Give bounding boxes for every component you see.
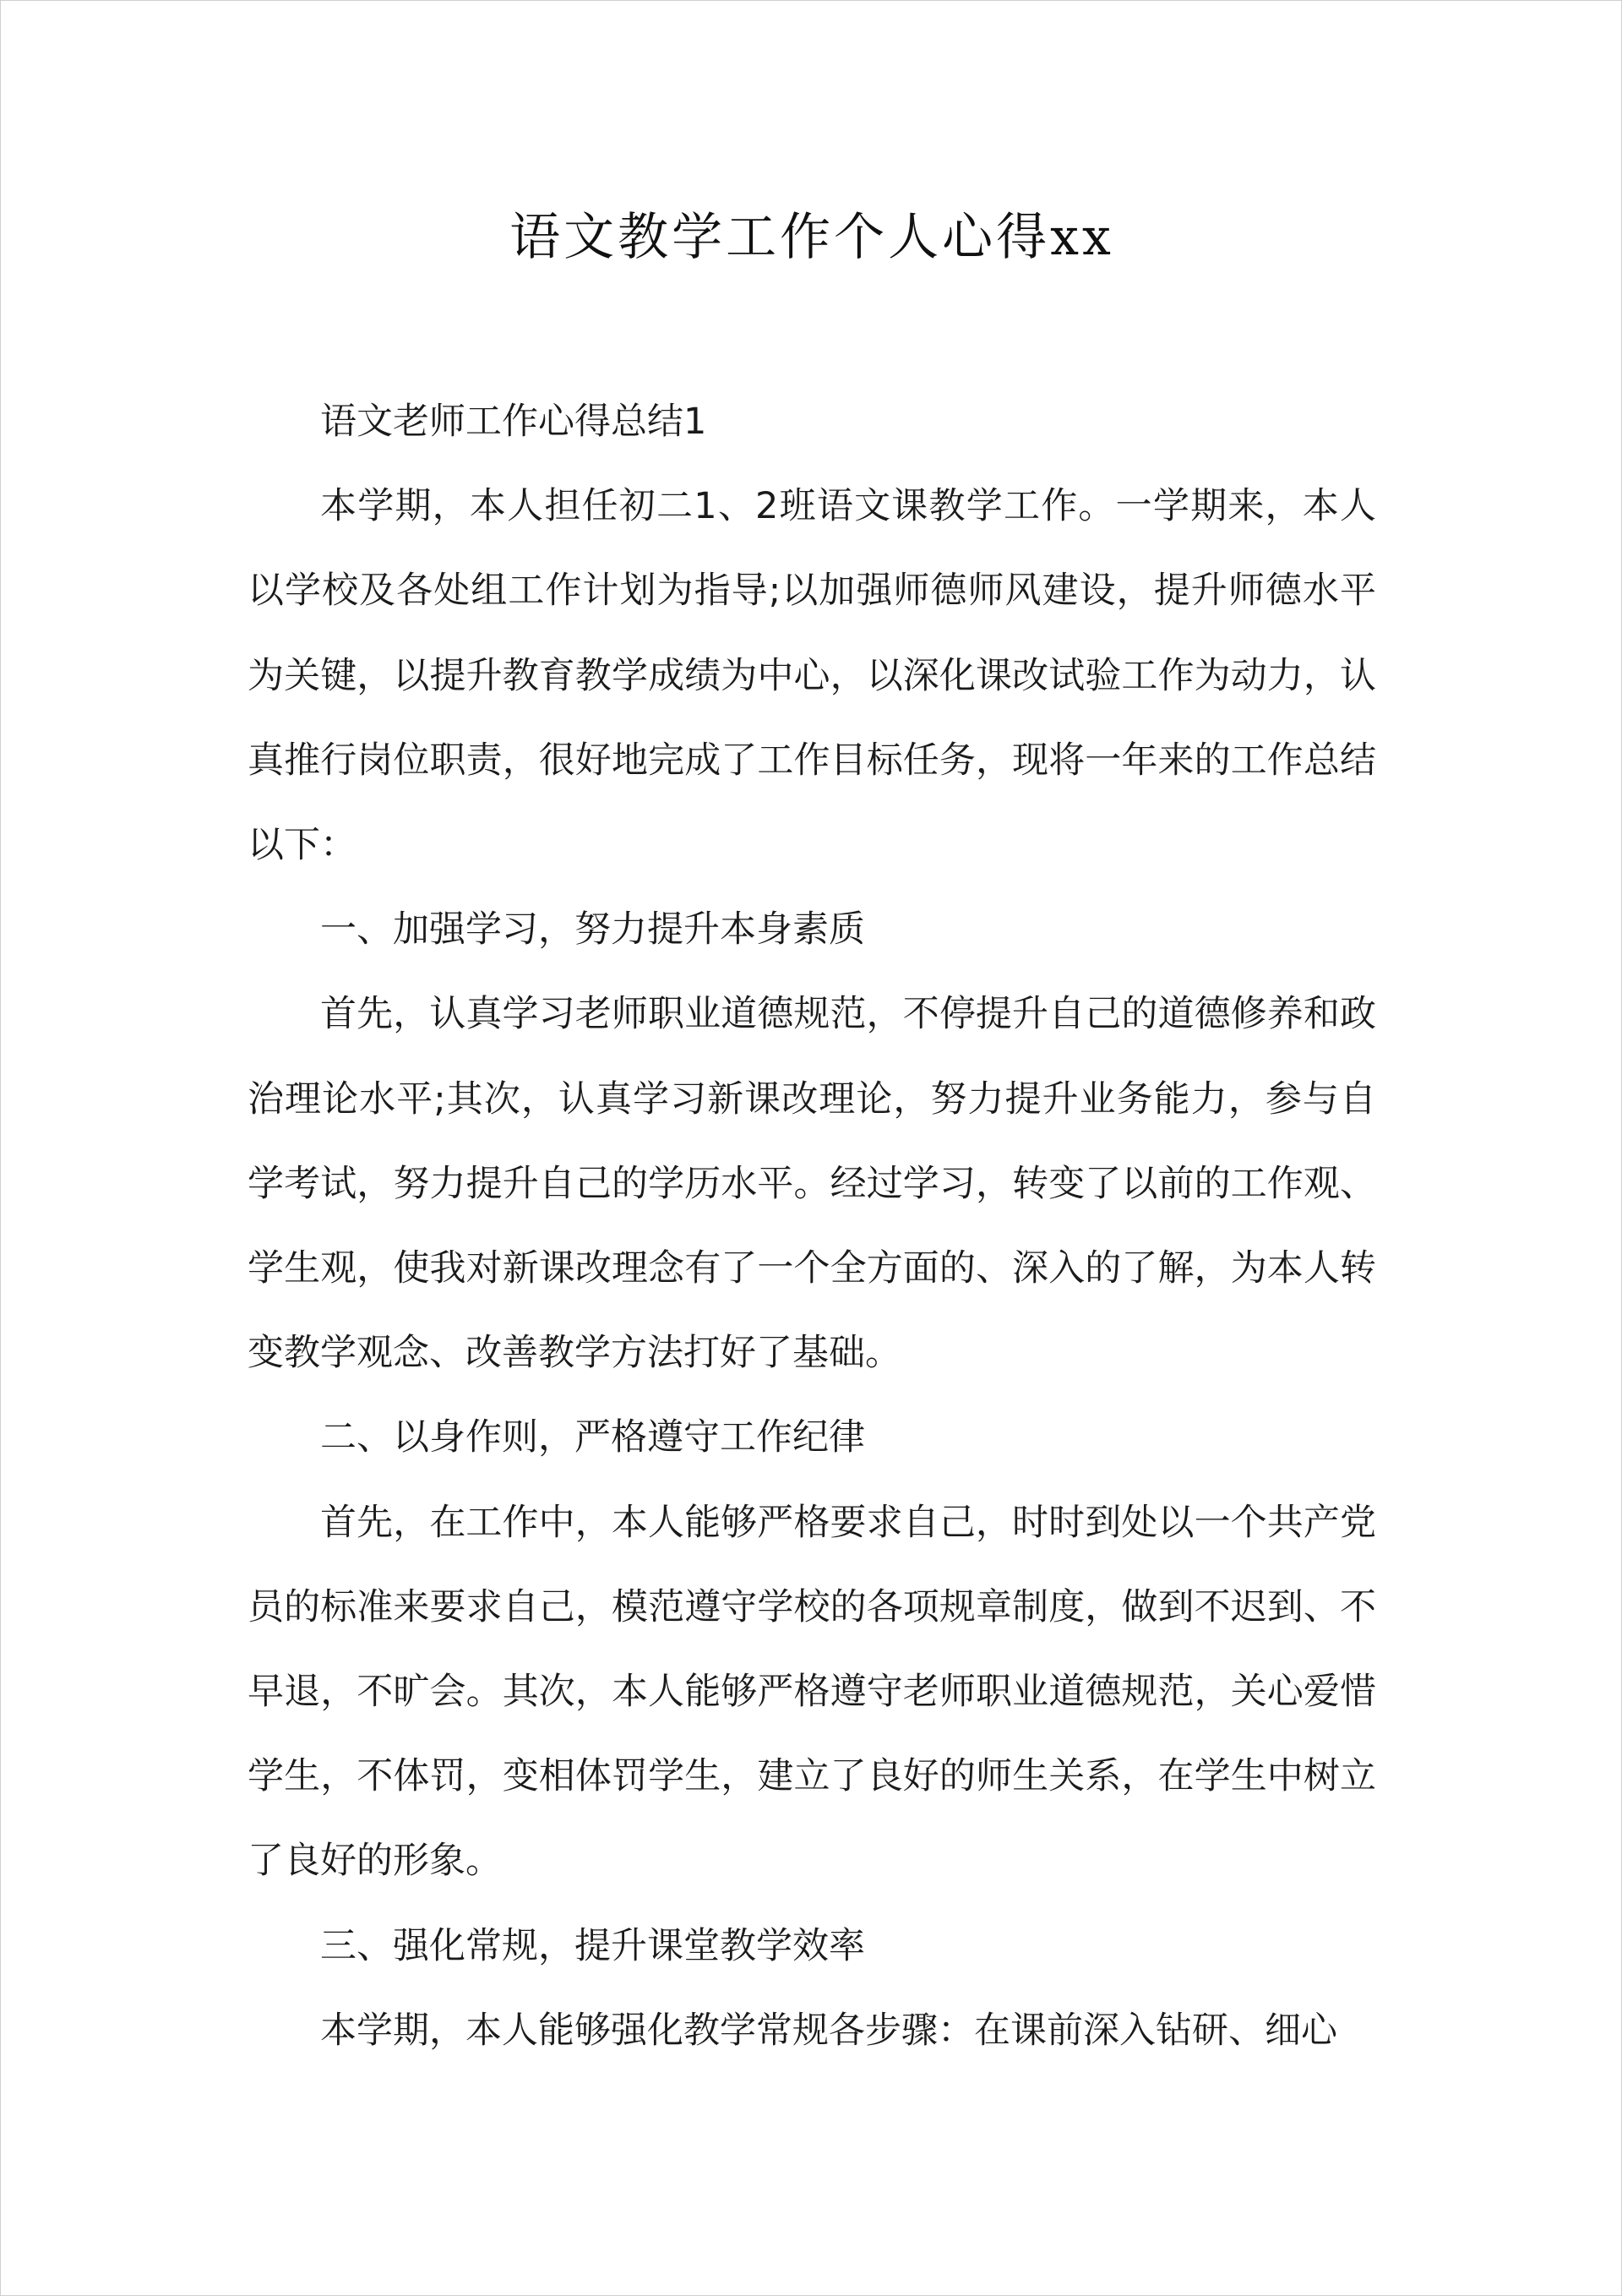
paragraph-discipline: 首先，在工作中，本人能够严格要求自己，时时到处以一个共产党员的标准来要求自己，模范遵守学校的各项规章制度，做到不迟到、不早退，不旷会。其次，本人能够严格遵守老师职业道德规范，关心爱惜学生，不体罚，变相体罚学生，建立了良好的师生关系，在学生中树立了良好的形象。	[248, 1501, 1376, 1883]
document-body	[248, 379, 1376, 2073]
document-title: 语文教学工作个人心得xx	[509, 208, 1114, 267]
paragraph-classroom: 本学期，本人能够强化教学常规各步骤：在课前深入钻研、细心	[320, 2009, 1337, 2052]
section-heading-study: 一、加强学习，努力提升本身素质	[320, 908, 865, 952]
section-heading-classroom: 三、强化常规，提升课堂教学效率	[320, 1924, 865, 1967]
paragraph-intro: 本学期，本人担任初二1、2班语文课教学工作。一学期来，本人以学校及各处组工作计划为指导;以加强师德师风建设，提升师德水平为关键，以提升教育教学成绩为中心，以深化课改试验工作为动力，认真推行岗位职责，很好地完成了工作目标任务，现将一年来的工作总结以下：	[248, 485, 1376, 867]
paragraph-summary-heading: 语文老师工作心得总结1	[320, 401, 707, 443]
paragraph-study: 首先，认真学习老师职业道德规范，不停提升自己的道德修养和政治理论水平;其次，认真学习新课改理论，努力提升业务能力，参与自学考试，努力提升自己的学历水平。经过学习，转变了以前的工作观、学生观，使我对新课改理念有了一个全方面的、深入的了解，为本人转变教学观念、改善教学方法打好了基础。	[248, 993, 1376, 1375]
section-heading-discipline: 二、以身作则，严格遵守工作纪律	[320, 1416, 865, 1459]
